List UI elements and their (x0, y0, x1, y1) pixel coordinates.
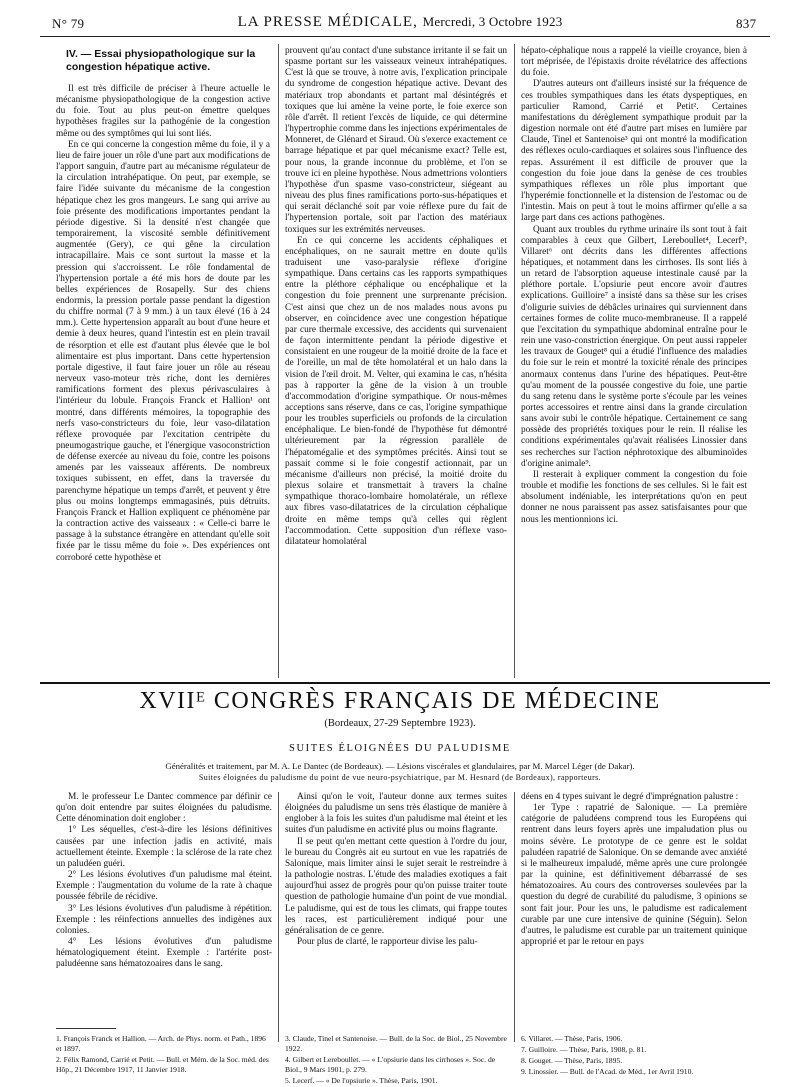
paragraph: déens en 4 types suivant le degré d'imprégnation palustre : (521, 792, 739, 802)
column-divider (514, 44, 515, 678)
paragraph: Ainsi qu'on le voit, l'auteur donne aux termes suites éloignées du paludisme un sens très élastique de manière à englober à la fois les suites d'un paludisme mal éteint et les suites d'un paludisme en activité plus ou moins flagrante. (285, 792, 507, 836)
paragraph: 1er Type : rapatrié de Salonique. — La première catégorie de paludéens comprend tous les Européens qui rentrent dans leurs foyers après une impaludation plus ou moins sévère. Le prototype de ce genre est le soldat paludéen rapatrié de Salonique. On se demande avec anxiété si le malheureux impaludé, même après une cure prolongée par la quinine, est définitivement débarrassé de ses hématozoaires. Au cours des controverses soulevées par la question du degré de curabilité du paludisme, 3 opinions se sont fait jour. Pour les uns, le paludisme est radicalement curable par une cure intensive de quinine (Séguin). Selon d'autres, le paludisme est curable par un traitement quinique approprié et par le retour en pays (521, 803, 747, 948)
paragraph: Quant aux troubles du rythme urinaire ils sont tout à fait comparables à ceux que Gilbert, Lereboullet⁴, Lecerf⁵, Villaret⁶ ont décrits dans les différentes affections hépatiques, et notamment dans les cirrhoses. Ils sont liés à un retard de l'absorption aqueuse intestinale causé par la pléthore portale. L'opsiurie peut encore avoir d'autres explications. Guilloire⁷ a insisté dans sa thèse sur les crises d'oligurie suivies de débâcles urinaires qui surviennent dans certaines formes de colite muco-membraneuse. Il a rappelé que l'excitation du sympathique abdominal entraîne pour le rein une vaso-constriction énergique. On peut aussi rappeler les travaux de Gouget⁸ qui a étudié l'influence des maladies du foie sur le rein et montré la toxicité rénale des principes anormaux contenus dans l'urine des hépatiques. Peut-être qu'au moment de la poussée congestive du foie, une partie du sang retenu dans le système porte s'écoule par les veines portes accessoires et rentre ainsi dans la grande circulation sans avoir subi le contrôle hépatique. Certainement ce sang possède des propriétés toxiques pour le rein. Il réalise les conditions expérimentales qu'avait réalisées Linossier dans ses recherches sur l'action néphrotoxique des albuminoïdes d'origine animale⁹. (521, 224, 747, 469)
issue-date: Mercredi, 3 Octobre 1923 (422, 14, 563, 29)
running-head (0, 14, 800, 31)
congress-subtitle: (Bordeaux, 27-29 Septembre 1923). (324, 718, 476, 729)
footnotes-col-1 (56, 1034, 272, 1076)
journal-title: LA PRESSE MÉDICALE, (237, 14, 418, 30)
reporters-line-2: Suites éloignées du paludisme du point de vue neuro-psychiatrique, par M. Hesnard (de Bordeaux), rapporteurs. (198, 773, 602, 782)
paragraph: prouvent qu'au contact d'une substance irritante il se fait un spasme portant sur les vaisseaux veineux intrahépatiques. C'est là que se trouve, à notre avis, l'explication principale du syndrome de congestion hépatique active. Devant des matériaux trop abondants et partant mal désintégrés et toxiques que lui amène la veine porte, le foie exerce son rôle d'arrêt. Il retient l'excès de liquide, ce qui détermine l'hypertrophie comme dans les injections expérimentales de Monneret, de Glénard et Siraud. Où s'exerce exactement ce barrage hépatique et par quel mécanisme exact? Telle est, pour nous, la grande inconnue du problème, et l'on se trouve ici en pleine hypothèse. Nous admettrions volontiers l'hypothèse d'un spasme vaso-constricteur, siégeant au niveau des plus fines ramifications porto-sus-hépatiques et qui serait déclanché soit par voie réflexe pure du fait de l'hypertension portale, soit par l'action des matériaux toxiques sur les extrémités nerveuses. (285, 46, 507, 235)
footnote: 5. Lecerf. — « De l'opsiurie ». Thèse, Paris, 1901. (285, 1076, 438, 1085)
footnote-rule (56, 1028, 116, 1029)
footnote: 3. Claude, Tinel et Santenoise. — Bull. de la Soc. de Biol., 25 Novembre 1922. (285, 1034, 507, 1053)
paragraph: M. le professeur Le Dantec commence par définir ce qu'on doit entendre par suites éloignées du paludisme. Cette dénomination doit englober : (56, 792, 272, 825)
article-col-1 (56, 48, 270, 680)
paragraph: Il se peut qu'en mettant cette question à l'ordre du jour, le bureau du Congrès ait eu surtout en vue les rapatriés de Salonique, mais limiter ainsi le sujet serait le restreindre à la pathologie nostras. L'étude des maladies exotiques a fait aujourd'hui assez de progrès pour qu'on puisse traiter toute question de pathologie humaine d'un point de vue mondial. Le paludisme, qui est de tous les climats, qui frappe toutes les races, est particulièrement indiqué pour une généralisation de ce genre. (285, 836, 507, 936)
issue-number: N° 79 (52, 16, 85, 31)
paragraph: En ce qui concerne la congestion même du foie, il y a lieu de faire jouer un rôle d'une part aux modifications de l'apport sanguin, d'autre part au mécanisme régulateur de la circulation intrahépatique. On peut, par exemple, se faire l'idée suivante du mécanisme de la congestion hépatique chez les gros mangeurs. Le sang qui arrive au foie présente des modifications importantes pendant la période digestive. Si la densité n'est changée que temporairement, la viscosité semble définitivement augmentée (Gery), ce qui gêne la circulation intracapillaire. Mais ce sont surtout la masse et la pression qui s'accroissent. Le rôle fondamental de l'hypertension portale a été mis hors de doute par les belles expériences de Rosapelly. Sur des chiens endormis, la pression portale passe pendant la digestion du chiffre normal (7 à 9 mm.) à un taux élevé (16 à 24 mm.). Cette hypertension apparaît au bout d'une heure et demie à deux heures, quand l'intestin est en plein travail de résorption et elle est d'autant plus élevée que le bol alimentaire est plus important. Dans cette hypertension portale digestive, il faut faire jouer un rôle au réseau nerveux vaso-moteur très riche, dont les dernières ramifications forment des plexus périvasculaires à l'intérieur du lobule. François Franck et Hallion¹ ont montré, dans différents mémoires, la topographie des nerfs vaso-constricteurs du foie, leur vaso-dilatation réflexe provoquée par l'excitation centripète du pneumogastrique gauche, et l'énergique vasoconstriction de défense exercée au niveau du foie, contre les poisons amenés par les vaisseaux afférents. De nombreux toxiques subissent, en effet, dans la traversée du parenchyme hépatique un temps d'arrêt, et peuvent y être plus ou moins longtemps emmagasinés, puis détruits. François Franck et Hallion expliquent ce phénomène par la contraction active des vaisseaux : « Celle-ci barre le passage à la substance étrangère en attendant qu'elle soit fixée par le tissu même du foie ». Des expériences ont corroboré cette hypothèse et (56, 139, 270, 563)
footnote: 8. Gouget. — Thèse, Paris, 1895. (521, 1056, 623, 1065)
footnotes-col-3 (521, 1034, 747, 1078)
article-col-2 (285, 46, 507, 678)
session-title: SUITES ÉLOIGNÉES DU PALUDISME (289, 743, 511, 754)
footnote: 4. Gilbert et Lereboullet. — « L'opsiurie dans les cirrhoses ». Soc. de Biol., 9 Mars 1901, p. 279. (285, 1055, 496, 1074)
footnote: 9. Linossier. — Bull. de l'Acad. de Méd., 1er Avril 1910. (521, 1067, 694, 1076)
paragraph: hépato-céphalique nous a rappelé la vieille croyance, bien à tort méprisée, de l'épistaxis droite révélatrice des affections du foie. (521, 46, 747, 79)
paragraph: En ce qui concerne les accidents céphaliques et encéphaliques, on ne saurait mettre en doute qu'ils traduisent une vaso-paralysie réflexe d'origine sympathique. Dans certains cas les rapports sympathiques entre la pléthore céphalique ou encéphalique et la congestion du foie prennent une surprenante précision. C'est ainsi que chez un de nos malades nous avons pu observer, en coïncidence avec une congestion hépatique par cure thermale excessive, des accidents qui survenaient de façon intermittente pendant la période digestive et consistaient en une rougeur de la moitié droite de la face et de l'oreille, un mal de tête homolatéral et un halo dans la vision de l'œil droit. M. Velter, qui examina le cas, n'hésita pas à rapporter la gêne de la vision à un trouble d'accommodation d'origine sympathique. Or nous-mêmes acceptions sans réserve, dans ce cas, l'origine sympathique pour les troubles superficiels ou profonds de la circulation encéphalique. Le bien-fondé de l'hypothèse fut démontré ultérieurement par la régression parallèle de l'hépatomégalie et des symptômes précités. Ainsi tout se passait comme si le foie congestif actionnait, par un mécanisme d'ailleurs non précisé, la moitié droite du plexus solaire et transmettait à travers la chaîne sympathique thoraco-lombaire homolatérale, un réflexe aux fibres vaso-dilatatrices de la circulation céphalique droite en même temps qu'à celles qui règlent l'accommodation. Cette supposition d'un réflexe vaso-dilatateur homolatéral (285, 235, 507, 547)
paragraph: 2° Les lésions évolutives d'un paludisme mal éteint. Exemple : l'augmentation du volume de la rate à chaque poussée fébrile de récidive. (56, 870, 272, 903)
congress-col-1 (56, 792, 272, 1024)
footnotes-col-2 (285, 1034, 507, 1087)
section-heading: IV. — Essai physiopathologique sur la congestion hépatique active. (66, 48, 256, 73)
paragraph: D'autres auteurs ont d'ailleurs insisté sur la fréquence de ces troubles sympathiques dans les états dyspeptiques, en particulier Ramond, Carrié et Petit². Certaines manifestations du dérèglement sympathique produit par la digestion normale ont été d'autre part mises en lumière par Claude, Tinel et Santenoise³ qui ont montré la modification des réflexes oculo-cardiaques et solaires sous l'influence des repas. Assurément il est difficile de prouver que la congestion du foie joue dans la genèse de ces troubles sympathiques réflexes un rôle plus important que l'hyperémie fonctionnelle et la distension de l'estomac ou de l'intestin. Mais on peut à tout le moins affirmer qu'elle a sa large part dans ces actions pathogènes. (521, 79, 747, 224)
paragraph: 3° Les lésions évolutives d'un paludisme à répétition. Exemple : les réinfections annuelles des indigènes aux colonies. (56, 903, 272, 936)
congress-col-3 (521, 792, 747, 1024)
footnote: 7. Guilloire. — Thèse, Paris, 1908, p. 81. (521, 1045, 647, 1054)
footnote: 2. Félix Ramond, Carrié et Petit. — Bull. et Mém. de la Soc. méd. des Hôp., 21 Décembre 1917, 11 Janvier 1918. (56, 1055, 269, 1074)
congress-title: XVIIᴱ CONGRÈS FRANÇAIS DE MÉDECINE (139, 688, 661, 714)
paragraph: 4° Les lésions évolutives d'un paludisme hématologiquement éteint. Exemple : l'artérite post-paludéenne sans hématozoaires dans le sang. (56, 937, 272, 970)
paragraph: Il resterait à expliquer comment la congestion du foie trouble et modifie les fonctions de ses cellules. Si le fait est absolument indéniable, les interprétations qu'on en peut donner ne nous paraissent pas assez satisfaisantes pour que nous les mentionnions ici. (521, 469, 747, 525)
footnote: 1. François Franck et Hallion. — Arch. de Phys. norm. et Path., 1896 et 1897. (56, 1034, 266, 1053)
paragraph: 1° Les séquelles, c'est-à-dire les lésions définitives causées par une infection jadis en activité, mais actuellement éteinte. Exemple : la sclérose de la rate chez un paludéen guéri. (56, 825, 272, 869)
section-rule (40, 682, 770, 684)
column-divider (278, 792, 279, 1042)
page-number: 837 (736, 16, 757, 31)
article-col-3 (521, 46, 747, 678)
congress-col-2 (285, 792, 507, 1024)
column-divider (514, 792, 515, 1042)
paragraph: Il est très difficile de préciser à l'heure actuelle le mécanisme physiopathologique de la congestion active du foie. Tout au plus peut-on émettre quelques hypothèses fragiles sur la pathogénie de la congestion même ou des symptômes qui lui sont liés. (56, 84, 270, 139)
reporters-line-1: Généralités et traitement, par M. A. Le Dantec (de Bordeaux). — Lésions viscérales et glandulaires, par M. Marcel Léger (de Dakar). (165, 761, 635, 771)
column-divider (278, 44, 279, 678)
header-rule (40, 36, 770, 37)
footnote: 6. Villaret. — Thèse, Paris, 1906. (521, 1034, 623, 1043)
paragraph: Pour plus de clarté, le rapporteur divise les palu- (297, 937, 478, 948)
